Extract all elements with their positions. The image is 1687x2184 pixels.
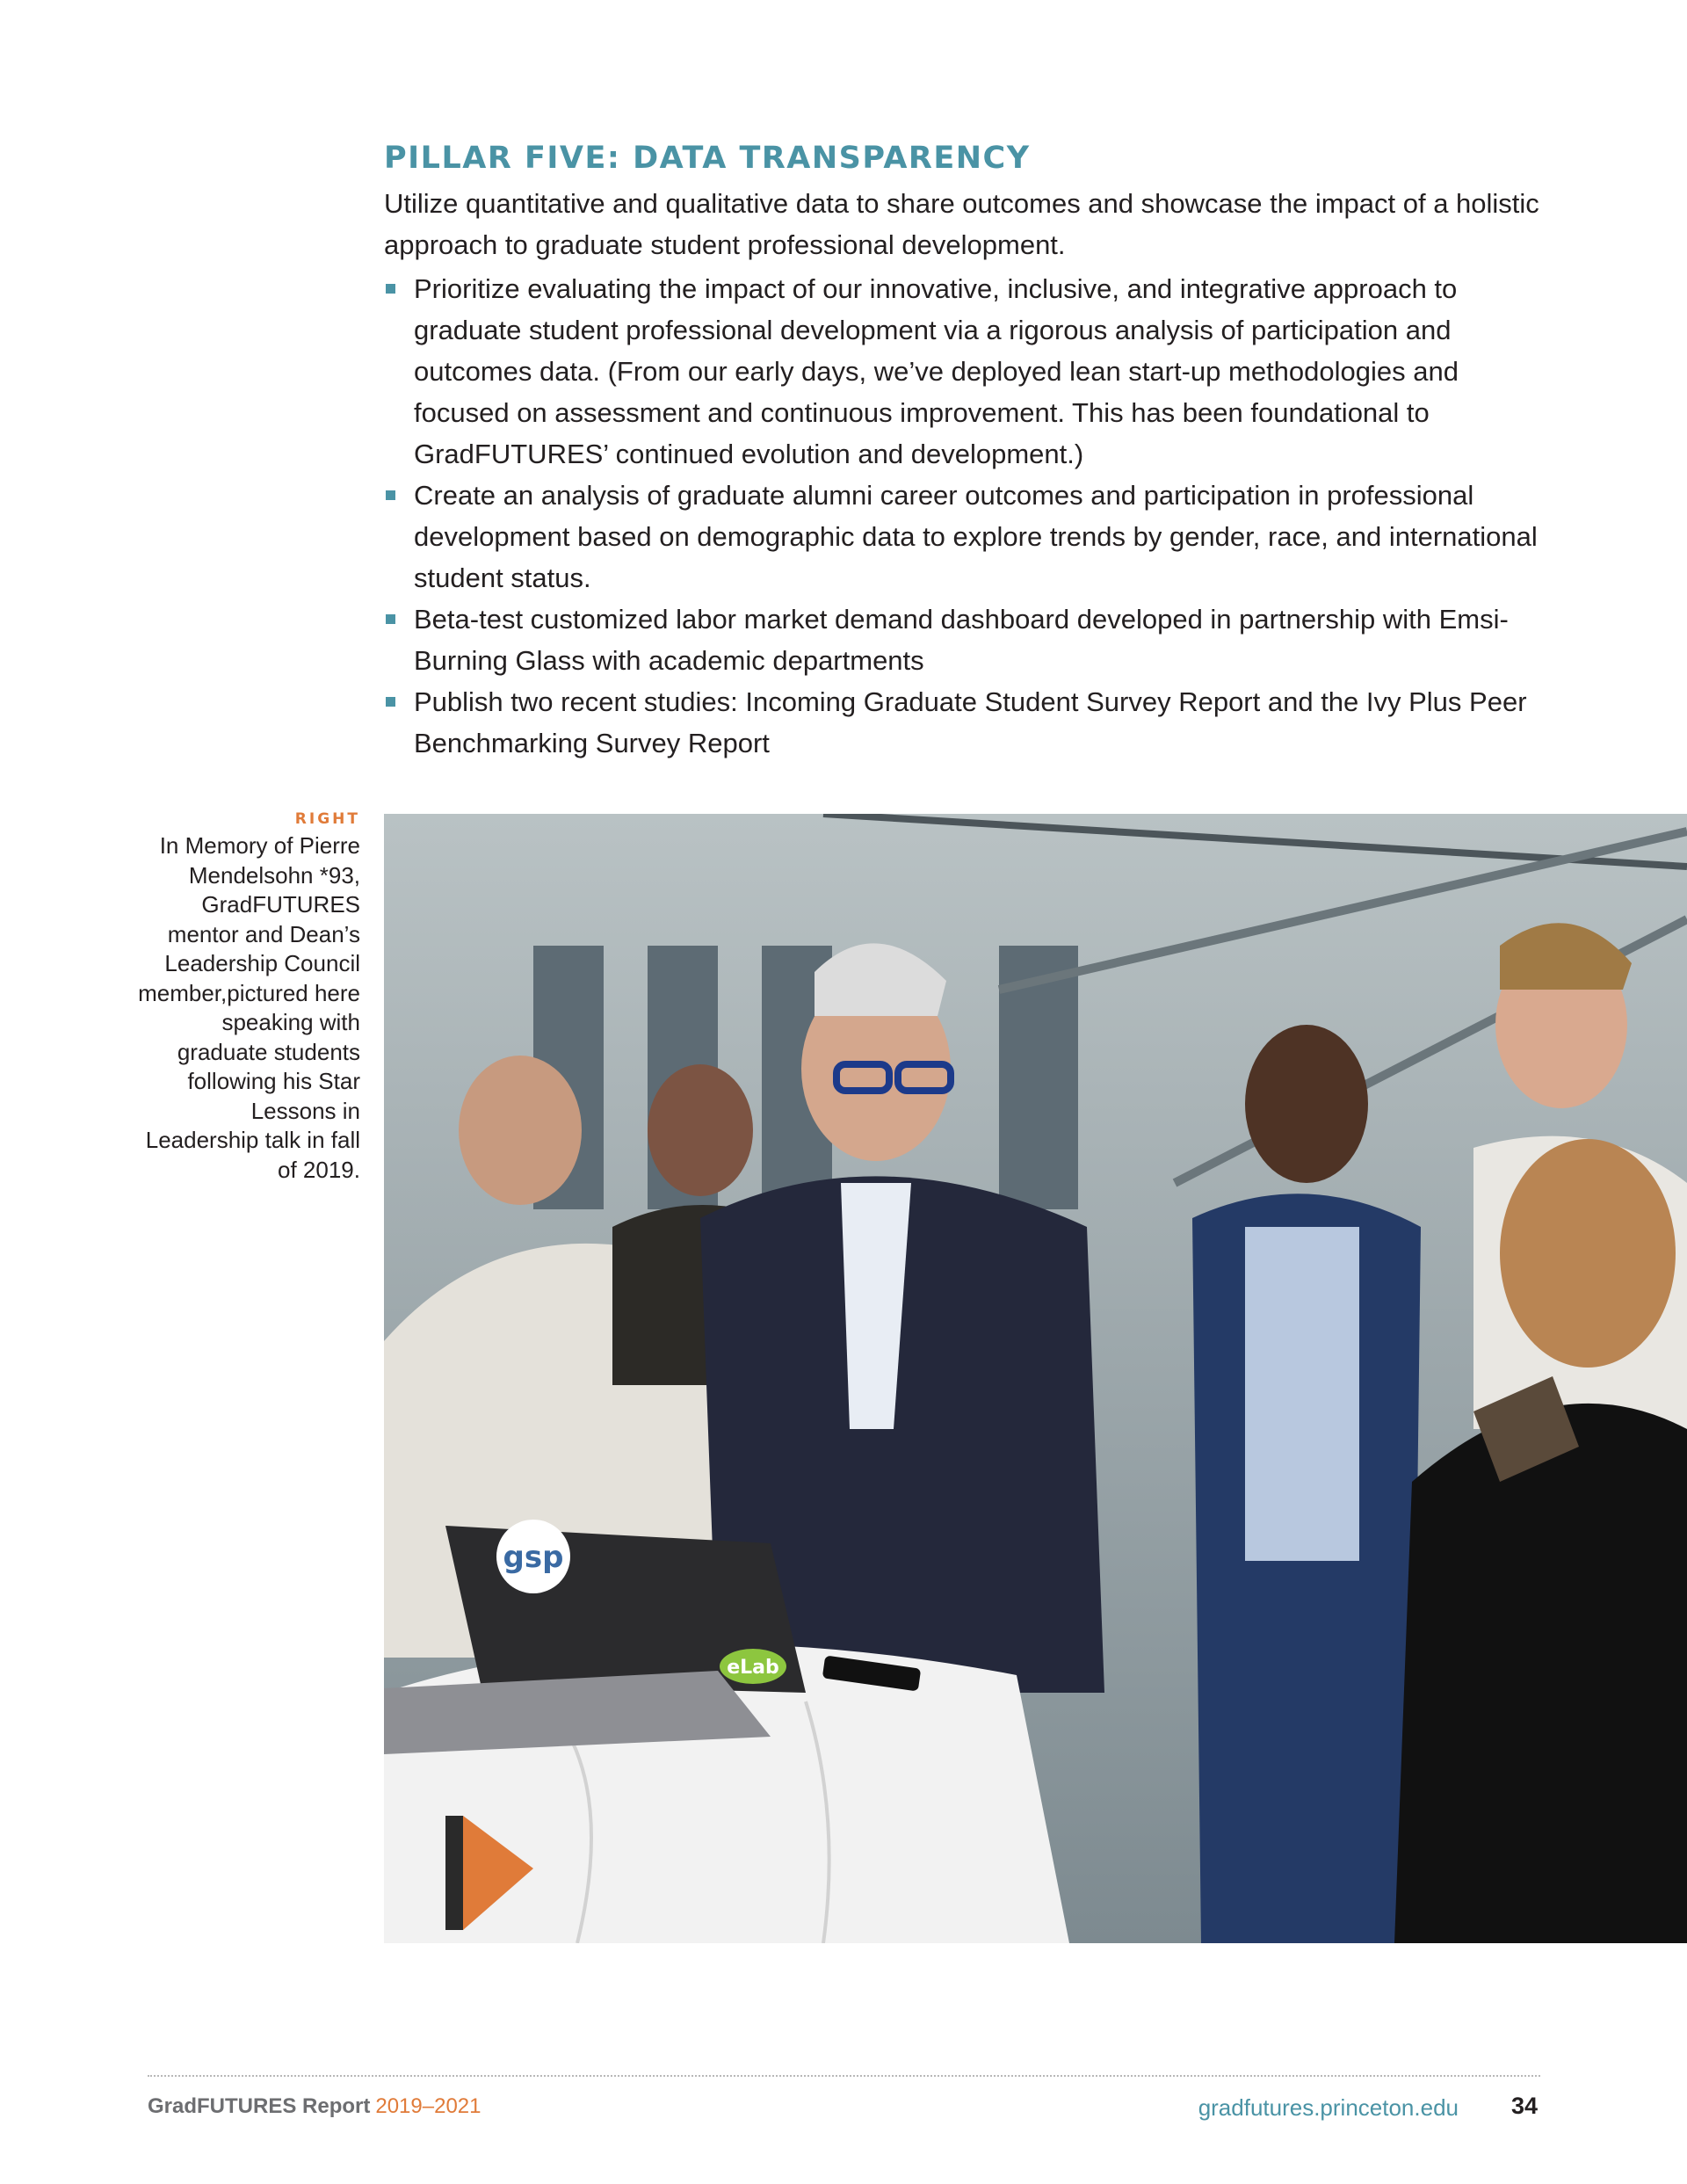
bullet-square-icon [386, 284, 395, 294]
footer-url-link[interactable]: gradfutures.princeton.edu [1198, 2094, 1459, 2121]
report-title: GradFUTURES Report [148, 2094, 371, 2118]
section-heading: PILLAR FIVE: DATA TRANSPARENCY [384, 141, 1031, 176]
footer-report-title [148, 2094, 481, 2119]
list-item [384, 475, 1561, 599]
list-item [384, 599, 1561, 681]
list-item [384, 268, 1561, 475]
footer-divider [148, 2075, 1540, 2077]
elab-sticker: eLab [727, 1657, 779, 1679]
photo-caption [132, 810, 360, 1185]
bullet-text: Publish two recent studies: Incoming Graduate Student Survey Report and the Ivy Plus Peer Benchmarking Survey Report [414, 686, 1527, 758]
bullet-text: Create an analysis of graduate alumni career outcomes and participation in professional development based on demographic data to explore trends by gender, race, and international student status. [414, 480, 1538, 593]
bullet-square-icon [386, 697, 395, 707]
bullet-list [384, 268, 1561, 764]
section-intro: Utilize quantitative and qualitative data to share outcomes and showcase the impact of a holistic approach to graduate student professional development. [384, 188, 1539, 260]
bullet-square-icon [386, 490, 395, 500]
bullet-square-icon [386, 614, 395, 624]
page-number: 34 [1510, 2093, 1538, 2119]
gsp-sticker: gsp [503, 1540, 564, 1575]
bullet-text: Beta-test customized labor market demand dashboard developed in partnership with Emsi-Burning Glass with academic departments [414, 604, 1509, 676]
caption-text: In Memory of Pierre Mendelsohn *93, GradFUTURES mentor and Dean’s Leadership Council member,pictured here speaking with graduate students following his Star Lessons in Leadership talk in fall of 2019. [138, 832, 360, 1183]
bullet-text: Prioritize evaluating the impact of our innovative, inclusive, and integrative approach to graduate student professional development via a rigorous analysis of participation and outcomes data. (From our early days, we’ve deployed lean start-up methodologies and focused on assessment and continuous improvement. This has been foundational to GradFUTURES’ continued evolution and development.) [414, 273, 1459, 469]
event-photo [384, 814, 1687, 1943]
caption-label: RIGHT [294, 810, 360, 828]
event-photo-illustration [384, 814, 1687, 1943]
report-years: 2019–2021 [375, 2094, 481, 2118]
list-item [384, 681, 1561, 764]
